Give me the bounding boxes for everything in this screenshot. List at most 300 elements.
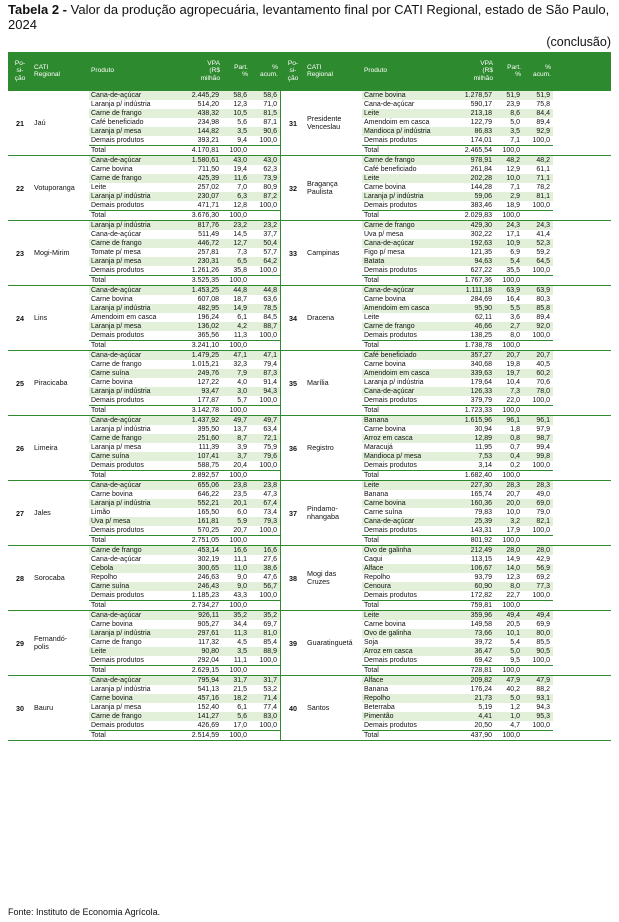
share-value: 4,7 (510, 722, 520, 729)
cumulative-value (250, 731, 280, 740)
vpa-value: 453,14 (197, 547, 219, 554)
vpa-value: 1.111,18 (465, 287, 492, 294)
product-name: Laranja p/ mesa (91, 444, 142, 451)
region-block (8, 286, 280, 350)
product-name: Demais produtos (91, 462, 144, 469)
share-value: 100,0 (229, 732, 247, 739)
product-name: Cana-de-açúcar (364, 287, 415, 294)
cumulative-value: 100,0 (532, 657, 550, 664)
region-name: Piracicaba (34, 378, 68, 387)
product-rows (362, 221, 553, 285)
region-block (8, 91, 280, 155)
vpa-value: 2.465,54 (464, 147, 492, 154)
cumulative-value: 72,1 (263, 435, 277, 442)
product-row (89, 555, 280, 564)
region-name: Dracena (307, 313, 335, 322)
cumulative-value: 85,8 (536, 305, 550, 312)
share-value: 3,7 (237, 453, 247, 460)
product-name: Cenoura (364, 583, 391, 590)
share-value: 12,9 (506, 166, 520, 173)
vpa-value: 425,39 (197, 175, 219, 182)
cumulative-value: 100,0 (532, 137, 550, 144)
product-row (362, 721, 553, 730)
vpa-value: 94,63 (474, 258, 492, 265)
product-rows (362, 286, 553, 350)
product-name: Demais produtos (91, 527, 144, 534)
share-value: 20,7 (233, 527, 247, 534)
share-value: 7,9 (237, 370, 247, 377)
product-name: Carne de frango (91, 547, 142, 554)
product-row (362, 221, 553, 230)
product-name: Demais produtos (364, 397, 417, 404)
product-name: Total (364, 472, 379, 479)
region-position: 39 (289, 638, 297, 648)
cumulative-value: 85,4 (263, 639, 277, 646)
product-row (89, 517, 280, 526)
cumulative-value: 99,4 (536, 444, 550, 451)
product-row (362, 526, 553, 535)
product-name: Repolho (364, 695, 391, 702)
cumulative-value: 75,8 (536, 101, 550, 108)
cumulative-value: 24,3 (536, 222, 550, 229)
vpa-value: 2.029,83 (464, 212, 492, 219)
cumulative-value (523, 666, 553, 675)
vpa-value: 4.170,81 (191, 147, 219, 154)
region-group (8, 286, 611, 351)
cumulative-value: 69,7 (263, 621, 277, 628)
vpa-value: 117,32 (198, 639, 219, 646)
total-row (89, 405, 280, 415)
product-name: Cana-de-açúcar (91, 677, 142, 684)
cumulative-value: 100,0 (532, 462, 550, 469)
cumulative-value: 47,3 (263, 491, 277, 498)
share-value: 6,5 (237, 258, 247, 265)
vpa-value: 795,94 (197, 677, 219, 684)
product-row (362, 656, 553, 665)
product-name: Total (91, 602, 106, 609)
vpa-value: 113,15 (471, 556, 492, 563)
product-name: Cana-de-açúcar (91, 556, 142, 563)
product-row (89, 239, 280, 248)
share-value: 2,7 (510, 323, 520, 330)
product-name: Amendoim em casca (364, 370, 430, 377)
cumulative-value: 81,1 (536, 193, 550, 200)
cumulative-value: 40,5 (536, 361, 550, 368)
cumulative-value: 23,8 (263, 482, 277, 489)
product-row (362, 156, 553, 165)
product-row (89, 452, 280, 461)
product-name: Carne suína (91, 370, 130, 377)
share-value: 6,3 (237, 193, 247, 200)
cumulative-value: 88,9 (263, 648, 277, 655)
vpa-value: 541,13 (197, 686, 219, 693)
product-name: Demais produtos (364, 722, 417, 729)
product-name: Banana (364, 491, 389, 498)
cumulative-value: 77,3 (536, 583, 550, 590)
cumulative-value: 41,4 (536, 231, 550, 238)
total-row (362, 600, 553, 610)
header-regional: CATI Regional (34, 63, 61, 78)
vpa-value: 209,82 (470, 677, 492, 684)
region-block (281, 221, 553, 285)
product-row (362, 360, 553, 369)
header-acum: % acum. (533, 63, 551, 78)
product-row (89, 620, 280, 629)
share-value: 1,8 (510, 426, 520, 433)
product-row (362, 434, 553, 443)
share-value: 40,2 (506, 686, 520, 693)
cumulative-value: 71,4 (263, 695, 277, 702)
cumulative-value: 64,5 (536, 258, 550, 265)
product-row (89, 611, 280, 620)
share-value: 35,8 (233, 267, 247, 274)
share-value: 5,0 (510, 695, 520, 702)
cumulative-value: 100,0 (259, 397, 277, 404)
region-position: 22 (16, 183, 24, 193)
region-block (8, 416, 280, 480)
product-name: Café beneficiado (364, 352, 417, 359)
vpa-value: 179,64 (470, 379, 492, 386)
vpa-value: 426,69 (197, 722, 219, 729)
product-name: Total (91, 147, 106, 154)
vpa-value: 2.892,57 (191, 472, 219, 479)
cumulative-value (523, 211, 553, 220)
vpa-value: 302,19 (197, 556, 219, 563)
product-name: Demais produtos (364, 202, 417, 209)
cumulative-value: 31,7 (263, 677, 277, 684)
product-name: Mandioca p/ mesa (364, 453, 422, 460)
product-name: Demais produtos (364, 527, 417, 534)
region-position: 34 (289, 313, 297, 323)
share-value: 21,5 (233, 686, 247, 693)
product-row (362, 461, 553, 470)
cumulative-value: 69,0 (536, 500, 550, 507)
total-row (89, 665, 280, 675)
vpa-value: 192,63 (470, 240, 492, 247)
share-value: 11,1 (233, 556, 247, 563)
product-row (362, 620, 553, 629)
total-row (362, 470, 553, 480)
share-value: 3,5 (510, 128, 520, 135)
product-row (89, 100, 280, 109)
product-name: Carne de frango (91, 175, 142, 182)
product-row (89, 257, 280, 266)
region-position: 31 (289, 118, 297, 128)
vpa-value: 86,83 (474, 128, 492, 135)
vpa-value: 196,24 (197, 314, 219, 321)
vpa-value: 246,63 (197, 574, 219, 581)
cumulative-value: 81,5 (263, 110, 277, 117)
cumulative-value: 35,2 (263, 612, 277, 619)
vpa-value: 1.682,40 (464, 472, 492, 479)
vpa-value: 144,28 (470, 184, 492, 191)
product-row (362, 248, 553, 257)
share-value: 13,7 (233, 426, 247, 433)
vpa-value: 393,21 (197, 137, 219, 144)
region-name: Campinas (307, 248, 340, 257)
product-row (89, 591, 280, 600)
cumulative-value: 88,7 (263, 323, 277, 330)
share-value: 4,2 (237, 323, 247, 330)
product-rows (89, 481, 280, 545)
product-row (89, 136, 280, 145)
share-value: 43,0 (233, 157, 247, 164)
total-row (362, 730, 553, 740)
share-value: 20,7 (506, 491, 520, 498)
header-vpa: VPA (R$ milhão (200, 59, 220, 82)
vpa-value: 359,96 (470, 612, 492, 619)
product-name: Leite (364, 482, 380, 489)
vpa-value: 93,79 (474, 574, 492, 581)
cumulative-value: 60,2 (536, 370, 550, 377)
share-value: 5,6 (237, 713, 247, 720)
cumulative-value: 87,1 (263, 119, 277, 126)
product-row (89, 508, 280, 517)
region-name: Bragança Paulista (307, 179, 338, 196)
cumulative-value: 87,2 (263, 193, 277, 200)
vpa-value: 5,19 (478, 704, 492, 711)
region-name: Pindamo- nhangaba (307, 504, 339, 521)
share-value: 100,0 (502, 147, 520, 154)
cumulative-value: 80,0 (536, 630, 550, 637)
vpa-value: 1.453,25 (191, 287, 219, 294)
product-name: Arroz em casca (364, 648, 413, 655)
cumulative-value: 47,9 (536, 677, 550, 684)
vpa-value: 121,35 (470, 249, 492, 256)
share-value: 9,0 (237, 583, 247, 590)
product-row (362, 378, 553, 387)
product-row (89, 183, 280, 192)
product-name: Carne de frango (91, 361, 142, 368)
header-produto: Produto (91, 67, 115, 75)
vpa-value: 127,22 (197, 379, 219, 386)
product-name: Maracujá (364, 444, 393, 451)
product-name: Carne bovina (91, 621, 133, 628)
vpa-value: 152,40 (197, 704, 219, 711)
cumulative-value: 27,6 (263, 556, 277, 563)
cumulative-value (250, 341, 280, 350)
product-row (362, 230, 553, 239)
product-name: Laranja p/ indústria (91, 500, 151, 507)
vpa-value: 138,25 (470, 332, 492, 339)
region-group (8, 546, 611, 611)
product-row (89, 313, 280, 322)
cumulative-value: 67,4 (263, 500, 277, 507)
vpa-value: 7,53 (478, 453, 492, 460)
product-name: Carne de frango (91, 435, 142, 442)
product-row (89, 499, 280, 508)
product-name: Caqui (364, 556, 383, 563)
cumulative-value: 63,6 (263, 296, 277, 303)
vpa-value: 646,22 (197, 491, 219, 498)
region-group (8, 351, 611, 416)
product-name: Carne de frango (364, 157, 415, 164)
product-row (362, 546, 553, 555)
product-row (89, 192, 280, 201)
share-value: 100,0 (502, 277, 520, 284)
cumulative-value (250, 666, 280, 675)
cumulative-value: 81,0 (263, 630, 277, 637)
cumulative-value: 98,7 (536, 435, 550, 442)
total-row (362, 275, 553, 285)
product-row (89, 712, 280, 721)
cumulative-value: 63,4 (263, 426, 277, 433)
product-row (89, 322, 280, 331)
product-row (362, 694, 553, 703)
cumulative-value: 92,0 (536, 323, 550, 330)
share-value: 100,0 (229, 602, 247, 609)
cumulative-value: 49,7 (263, 417, 277, 424)
cumulative-value: 100,0 (259, 527, 277, 534)
vpa-value: 905,27 (197, 621, 219, 628)
product-name: Carne bovina (364, 500, 406, 507)
cumulative-value: 100,0 (259, 657, 277, 664)
share-value: 9,5 (510, 657, 520, 664)
product-name: Cana-de-açúcar (91, 612, 142, 619)
product-name: Amendoim em casca (91, 314, 157, 321)
vpa-value: 711,50 (198, 166, 219, 173)
vpa-value: 300,65 (197, 565, 219, 572)
vpa-value: 978,91 (470, 157, 492, 164)
share-value: 100,0 (502, 472, 520, 479)
vpa-value: 457,16 (197, 695, 219, 702)
share-value: 16,6 (233, 547, 247, 554)
product-rows (89, 416, 280, 480)
product-name: Carne bovina (364, 296, 406, 303)
cumulative-value: 48,2 (536, 157, 550, 164)
region-group (8, 611, 611, 676)
product-name: Carne bovina (91, 296, 133, 303)
vpa-value: 607,08 (197, 296, 219, 303)
region-block (281, 91, 553, 155)
table-title-label: Tabela 2 - (8, 2, 68, 17)
product-name: Laranja p/ indústria (91, 193, 151, 200)
product-name: Total (364, 277, 379, 284)
share-value: 31,7 (233, 677, 247, 684)
vpa-value: 1.437,92 (191, 417, 219, 424)
share-value: 4,5 (237, 639, 247, 646)
product-name: Batata (364, 258, 385, 265)
cumulative-value: 80,3 (536, 296, 550, 303)
product-row (362, 611, 553, 620)
share-value: 8,6 (510, 110, 520, 117)
region-block (8, 221, 280, 285)
vpa-value: 251,60 (197, 435, 219, 442)
share-value: 3,5 (237, 648, 247, 655)
cumulative-value: 16,6 (263, 547, 277, 554)
cumulative-value: 94,3 (263, 388, 277, 395)
cumulative-value (250, 276, 280, 285)
share-value: 100,0 (502, 212, 520, 219)
share-value: 10,1 (506, 630, 520, 637)
cumulative-value: 90,6 (263, 128, 277, 135)
product-name: Cana-de-açúcar (91, 231, 142, 238)
cumulative-value: 50,4 (263, 240, 277, 247)
product-row (362, 517, 553, 526)
product-row (362, 685, 553, 694)
product-name: Total (91, 667, 106, 674)
product-name: Alface (364, 565, 384, 572)
product-name: Demais produtos (364, 332, 417, 339)
cumulative-value: 78,5 (263, 305, 277, 312)
vpa-value: 107,41 (197, 453, 219, 460)
product-row (89, 656, 280, 665)
region-group (8, 221, 611, 286)
cumulative-value: 82,1 (536, 518, 550, 525)
product-name: Carne de frango (91, 240, 142, 247)
region-position: 24 (16, 313, 24, 323)
product-row (89, 295, 280, 304)
cumulative-value (250, 471, 280, 480)
share-value: 14,9 (233, 305, 247, 312)
vpa-value: 249,76 (197, 370, 219, 377)
cumulative-value: 57,7 (263, 249, 277, 256)
cumulative-value: 96,1 (536, 417, 550, 424)
share-value: 5,7 (237, 397, 247, 404)
vpa-value: 161,81 (197, 518, 219, 525)
vpa-value: 438,32 (197, 110, 219, 117)
product-row (89, 416, 280, 425)
product-name: Limão (91, 509, 111, 516)
total-row (362, 405, 553, 415)
share-value: 11,1 (233, 657, 247, 664)
product-rows (89, 546, 280, 610)
vpa-value: 141,27 (197, 713, 219, 720)
product-rows (89, 676, 280, 740)
product-rows (89, 286, 280, 350)
product-name: Uva p/ mesa (91, 518, 131, 525)
share-value: 100,0 (502, 602, 520, 609)
cumulative-value: 92,9 (536, 128, 550, 135)
product-name: Cana-de-açúcar (91, 417, 142, 424)
share-value: 14,0 (506, 565, 520, 572)
vpa-value: 2.445,29 (191, 92, 219, 99)
product-name: Laranja p/ indústria (91, 101, 151, 108)
region-position: 27 (16, 508, 24, 518)
vpa-value: 20,50 (474, 722, 492, 729)
product-row (89, 582, 280, 591)
product-name: Carne bovina (364, 92, 406, 99)
vpa-value: 552,21 (197, 500, 219, 507)
cumulative-value: 100,0 (532, 592, 550, 599)
region-name: Registro (307, 443, 334, 452)
share-value: 22,7 (506, 592, 520, 599)
vpa-value: 122,79 (470, 119, 492, 126)
share-value: 7,1 (510, 137, 520, 144)
product-row (362, 351, 553, 360)
product-row (362, 192, 553, 201)
header-pos: Po- si- ção (14, 59, 26, 82)
product-row (362, 490, 553, 499)
product-row (89, 351, 280, 360)
cumulative-value: 63,9 (536, 287, 550, 294)
vpa-value: 174,01 (470, 137, 492, 144)
header-part: Part. % (234, 63, 248, 78)
product-name: Alface (364, 677, 384, 684)
vpa-value: 69,42 (474, 657, 492, 664)
vpa-value: 728,81 (470, 667, 492, 674)
cumulative-value: 89,4 (536, 314, 550, 321)
share-value: 100,0 (502, 537, 520, 544)
cumulative-value: 64,2 (263, 258, 277, 265)
product-row (362, 508, 553, 517)
product-name: Total (364, 147, 379, 154)
product-row (362, 266, 553, 275)
cumulative-value: 56,9 (536, 565, 550, 572)
share-value: 34,4 (233, 621, 247, 628)
share-value: 0,8 (510, 435, 520, 442)
cumulative-value: 85,5 (536, 639, 550, 646)
